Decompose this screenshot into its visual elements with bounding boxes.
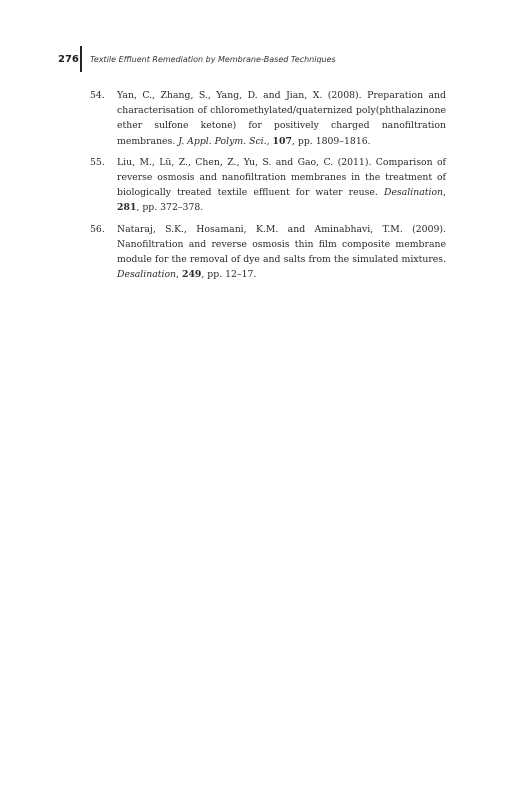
reference-item-54 [90, 88, 446, 149]
reference-journal: Desalination [383, 187, 444, 199]
reference-volume: 249 [181, 269, 202, 281]
header-divider [80, 46, 82, 72]
reference-separator: , [266, 135, 273, 147]
reference-pages: , pp. 12–17. [201, 269, 257, 281]
reference-number: 56. [90, 223, 105, 235]
reference-volume: 281 [117, 202, 137, 214]
reference-number: 54. [90, 90, 105, 101]
reference-volume: 107 [272, 135, 292, 147]
reference-item-56 [90, 222, 446, 283]
reference-authors-title: Yan, C., Zhang, S., Yang, D. and Jian, X. (2008). Preparation and characterisation of chloromethylated/quaternized poly(phthalazinone ether sulfone ketone) for positively charged nanofiltration membranes. [117, 90, 446, 147]
reference-journal: Desalination [117, 269, 177, 281]
page-number: 276 [58, 54, 79, 65]
reference-authors-title: Nataraj, S.K., Hosamani, K.M. and Aminabhavi, T.M. (2009). Nanofiltration and reverse osmosis thin film composite membrane module for the removal of dye and salts from the simulated mixtures. [117, 223, 446, 266]
page-header [0, 46, 531, 72]
reference-separator: , [443, 187, 446, 199]
reference-number: 55. [90, 156, 105, 168]
reference-authors-title: Liu, M., Lü, Z., Chen, Z., Yu, S. and Gao, C. (2011). Comparison of reverse osmosis and nanofiltration membranes in the treatment of biologically treated textile effluent for water reuse. [117, 156, 446, 199]
running-title: Textile Effluent Remediation by Membrane-Based Techniques [90, 55, 336, 64]
reference-pages: , pp. 372–378. [136, 202, 204, 214]
reference-journal: J. Appl. Polym. Sci. [178, 135, 267, 147]
reference-list [90, 88, 446, 288]
reference-item-55 [90, 155, 446, 216]
reference-separator: , [176, 269, 182, 281]
reference-pages: , pp. 1809–1816. [291, 135, 371, 147]
